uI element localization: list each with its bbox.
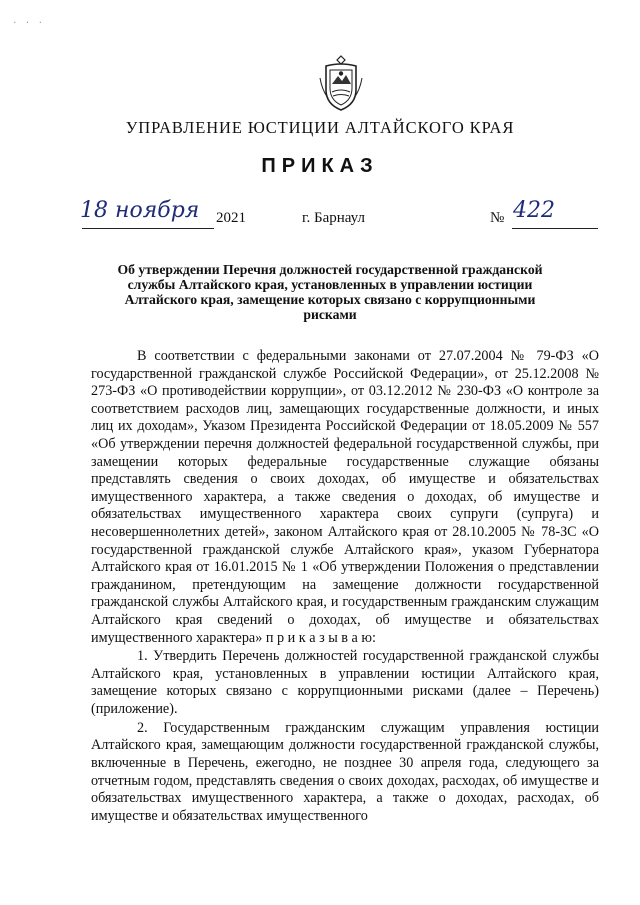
agency-name: УПРАВЛЕНИЕ ЮСТИЦИИ АЛТАЙСКОГО КРАЯ — [125, 118, 515, 137]
scan-corner-mark: · · · — [12, 18, 45, 28]
date-underline — [82, 228, 214, 229]
order-year: 2021 — [216, 210, 246, 226]
number-sign: № — [490, 210, 505, 226]
order-city: г. Барнаул — [302, 210, 365, 226]
order-item-1: 1. Утвердить Перечень должностей государственной гражданской службы Алтайского края, установленных в управлении юстиции Алтайского края, замещение которых связано с коррупционными рисками (далее – Перечень) (приложение). — [91, 648, 599, 718]
handwritten-date: 18 ноября — [80, 198, 200, 223]
preamble-paragraph: В соответствии с федеральными законами от 27.07.2004 № 79-ФЗ «О государственной гражданской службе Российской Федерации», от 25.12.2008 № 273-ФЗ «О противодействии коррупции», от 03.12.2012 № 230-ФЗ «О контроле за соответствием расходов лиц, замещающих государственные должности, и иных лиц их доходам», Указом Президента Российской Федерации от 18.05.2009 № 557 «Об утверждении перечня должностей федеральной государственной службы, при замещении которых федеральные государственные служащие обязаны представлять сведения о своих доходах, об имуществе и обязательствах имущественного характера, а также сведения о доходах, об имуществе и обязательствах имущественного характера своих супруги (супруга) и несовершеннолетних детей», законом Алтайского края от 28.10.2005 № 78-ЗС «О государственной гражданской службе Алтайского края», указом Губернатора Алтайского края от 16.01.2015 № 1 «Об утверждении Положения о представлении гражданином, претендующим на замещение должности государственной гражданской службы Алтайского края, и государственным гражданским служащим Алтайского края сведений о доходах, об имуществе и обязательствах имущественного характера» п р и к а з ы в а ю: — [91, 348, 599, 646]
handwritten-order-number: 422 — [513, 198, 555, 223]
document-type-title: ПРИКАЗ — [261, 155, 379, 177]
order-subject-heading: Об утверждении Перечня должностей государственной гражданской службы Алтайского края, установленных в управлении юстиции Алтайского края, замещение которых связано с коррупционными рисками — [117, 262, 543, 322]
order-item-2: 2. Государственным гражданским служащим управления юстиции Алтайского края, замещающим должности государственной гражданской службы, включенные в Перечень, ежегодно, не позднее 30 апреля года, следующего за отчетным годом, представлять сведения о своих доходах, расходах, об имуществе и обязательствах имущественного характера, а также о доходах, расходах, об имуществе и обязательствах имущественного — [91, 719, 599, 824]
order-body — [91, 348, 599, 827]
number-underline — [512, 228, 598, 229]
coat-of-arms-icon — [318, 54, 364, 112]
order-meta-row — [0, 198, 640, 238]
